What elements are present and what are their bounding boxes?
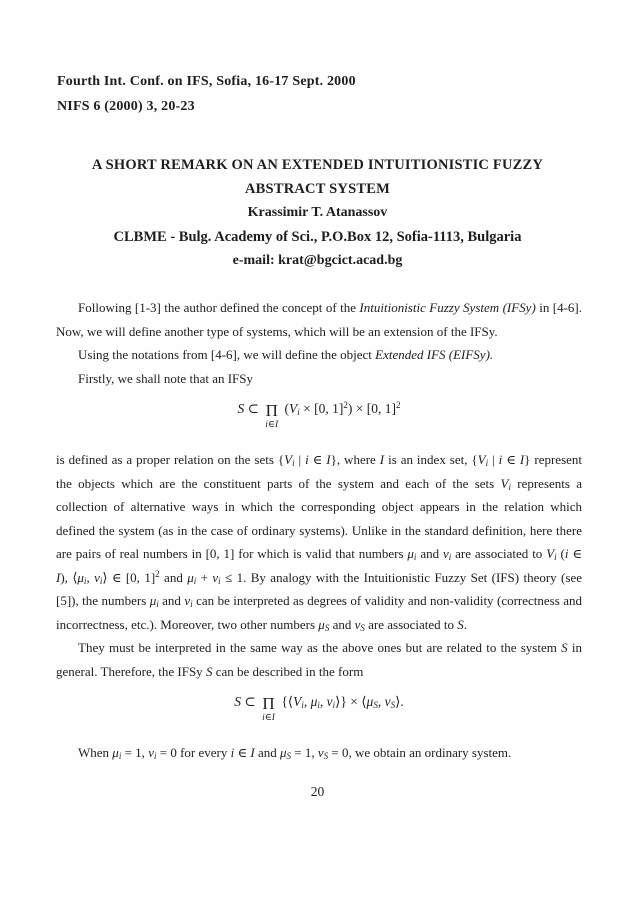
paragraph-6: When $\mu_i = 1$, $\nu_i = 0$ for every i ∈ I and $\mu_S = 1$, $\nu_S = 0$, we obtain an ordinary system. [78, 745, 512, 761]
title-block [0, 153, 635, 273]
conference-header [57, 69, 356, 119]
page-footer [0, 784, 635, 800]
product-operator: Π i∈I [265, 401, 279, 430]
paper-title-line-1: A SHORT REMARK ON AN EXTENDED INTUITIONISTIC FUZZY [91, 157, 544, 173]
product-operator: Π i∈I [262, 694, 275, 723]
article-body [56, 296, 582, 765]
page-number: 20 [310, 784, 325, 799]
journal-issue-line: NIFS 6 (2000) 3, 20-23 [57, 99, 195, 114]
display-formula-1: S ⊂ Π i∈I ($V_i \times [0$, 1]$^2$) × [0, 1]$^2$ [237, 400, 401, 430]
paragraph-1: Following [1-3] the author defined the concept of the Intuitionistic Fuzzy System (IFSy) in [4-6]. Now, we will define another type of systems, which will be an extension of the IFSy. [56, 300, 583, 339]
author-email: e-mail: krat@bgcict.acad.bg [232, 253, 403, 268]
author-name: Krassimir T. Atanassov [247, 205, 388, 220]
paper-title [0, 153, 635, 201]
author-affiliation: CLBME - Bulg. Academy of Sci., P.O.Box 12, Sofia-1113, Bulgaria [113, 229, 522, 245]
conference-line: Fourth Int. Conf. on IFS, Sofia, 16-17 Sept. 2000 [57, 74, 356, 89]
paragraph-4: is defined as a proper relation on the sets {$V_i$ | i ∈ I}, where I is an index set, {$V_i$ | i ∈ I} represent the objects which are the constituent parts of the system and each of the sets $V_i$ represents a collection of alternative ways in which the corresponding object appears in the relation which defined the system (as in the case of ordinary systems). Unlike in the standard definition, here there are pairs of real numbers in [0, 1] for which is valid that numbers $\mu_i$ and $\nu_i$ are associated to $V_i$ (i ∈ I), $⟨\mu_i$, $\nu_i⟩$ ∈ [0, 1]$^2$ and $\mu_i + \nu_i \le 1$. By analogy with the Intuitionistic Fuzzy Set (IFS) theory (see [5]), the numbers $\mu_i$ and $\nu_i$ can be interpreted as degrees of validity and non-validity (correctness and incorrectness, etc.). Moreover, two other numbers $\mu_S$ and $\nu_S$ are associated to S. [56, 452, 583, 633]
display-formula-2: S ⊂ Π i∈I {$⟨V_i$, $\mu_i$, $\nu_i⟩$} × $⟨\mu_S$, $\nu_S⟩$. [234, 694, 404, 723]
paragraph-3: Firstly, we shall note that an IFSy [78, 370, 254, 386]
paragraph-5: They must be interpreted in the same way as the above ones but are related to the system S in general. Therefore, the IFSy S can be described in the form [56, 640, 582, 679]
paper-title-line-2: ABSTRACT SYSTEM [245, 181, 390, 197]
paragraph-2: Using the notations from [4-6], we will define the object Extended IFS (EIFSy). [78, 347, 494, 362]
